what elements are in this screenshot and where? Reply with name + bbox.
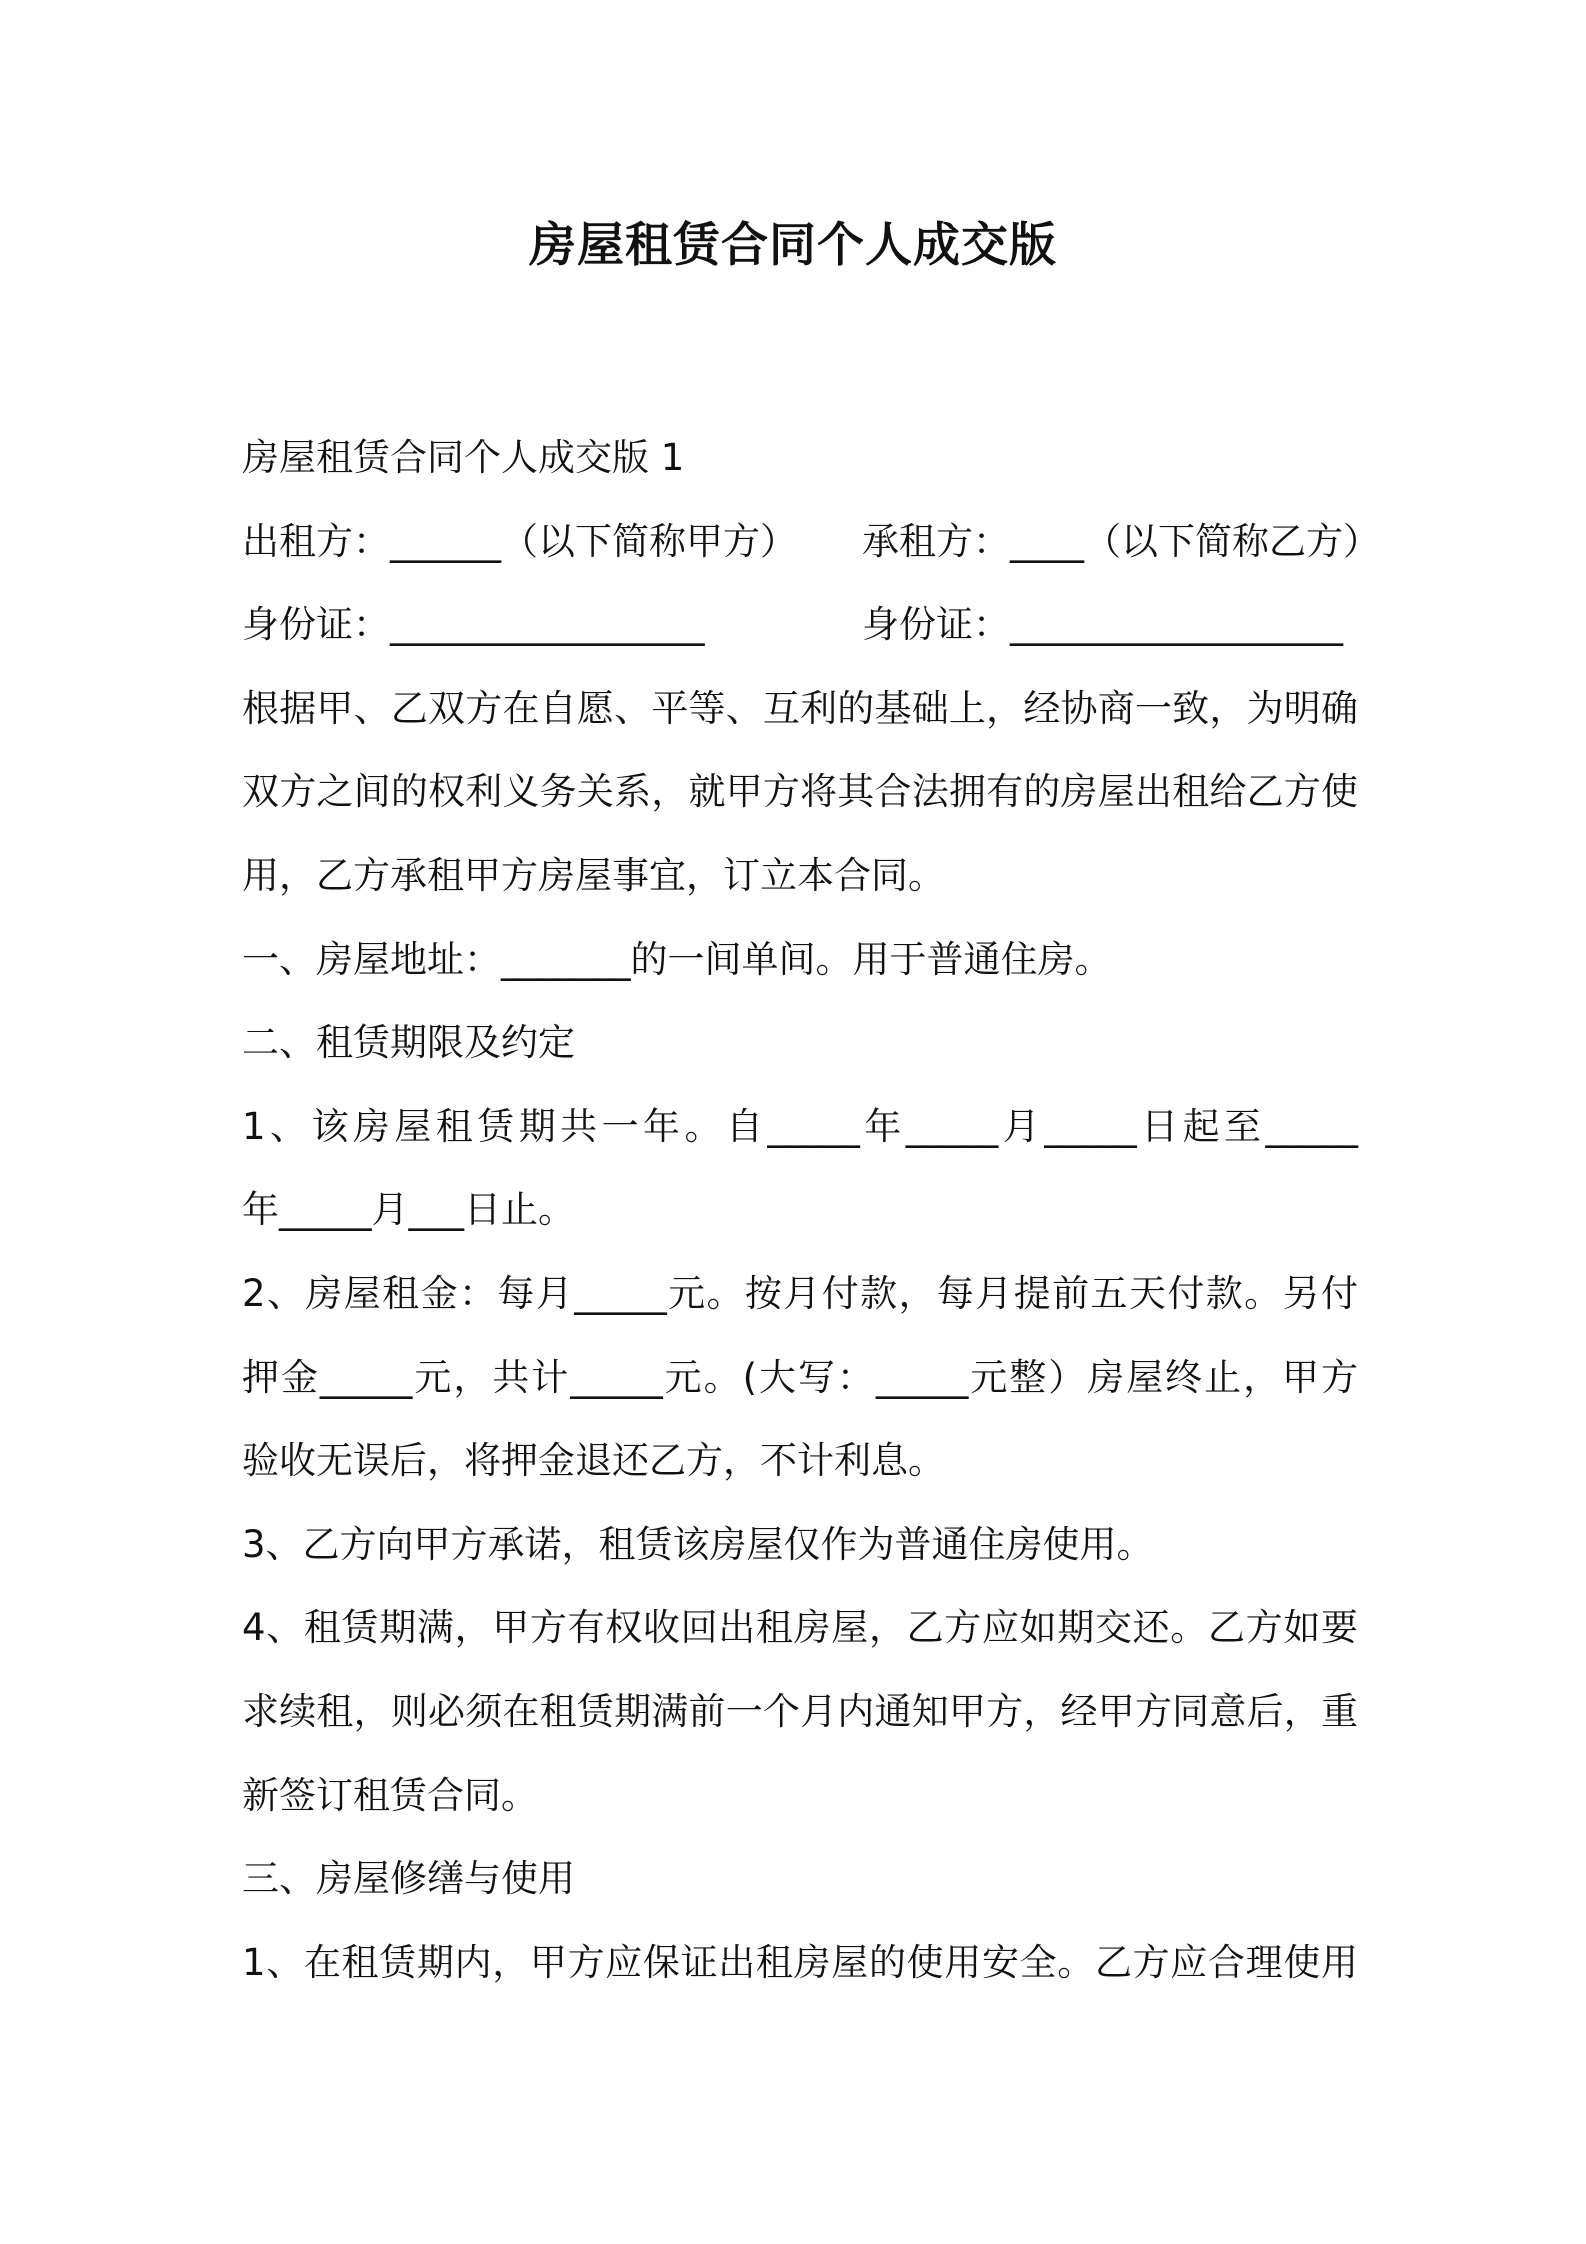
- paragraph-line: 1、在租赁期内，甲方应保证出租房屋的使用安全。乙方应合理使用: [242, 1940, 1358, 1984]
- parties-row: [242, 500, 1380, 584]
- paragraph-line: 4、租赁期满，甲方有权收回出租房屋，乙方应如期交还。乙方如要: [242, 1606, 1358, 1650]
- section-subtitle: 房屋租赁合同个人成交版 1: [242, 436, 685, 479]
- paragraph-line: 双方之间的权利义务关系，就甲方将其合法拥有的房屋出租给乙方使: [242, 770, 1358, 814]
- document-body: [242, 416, 1380, 2004]
- section-heading: 三、房屋修缮与使用: [242, 1857, 575, 1901]
- clause-address: 一、房屋地址：_______的一间单间。用于普通住房。: [242, 937, 1112, 981]
- lessor-field: 出租方：______（以下简称甲方）: [242, 519, 797, 563]
- paragraph-line: 2、房屋租金：每月_____元。按月付款，每月提前五天付款。另付: [242, 1271, 1358, 1315]
- paragraph-line: 求续租，则必须在租赁期满前一个月内通知甲方，经甲方同意后，重: [242, 1689, 1358, 1733]
- paragraph-line: 1、该房屋租赁期共一年。自_____年_____月_____日起至_____: [242, 1104, 1358, 1148]
- document-title: 房屋租赁合同个人成交版: [529, 218, 1057, 273]
- lessor-id-field: 身份证：_________________: [242, 603, 705, 647]
- id-row: [242, 583, 1358, 667]
- paragraph-line: 3、乙方向甲方承诺，租赁该房屋仅作为普通住房使用。: [242, 1522, 1154, 1566]
- paragraph-line: 年_____月___日止。: [242, 1188, 575, 1232]
- lessee-field: 承租方：____（以下简称乙方）: [862, 519, 1380, 563]
- paragraph-line: 用，乙方承租甲方房屋事宜，订立本合同。: [242, 853, 945, 897]
- paragraph-line: 押金_____元，共计_____元。(大写：_____元整）房屋终止，甲方: [242, 1355, 1358, 1399]
- paragraph-line: 根据甲、乙双方在自愿、平等、互利的基础上，经协商一致，为明确: [242, 686, 1358, 730]
- section-heading: 二、租赁期限及约定: [242, 1021, 575, 1065]
- lessee-id-field: 身份证：__________________: [862, 603, 1343, 647]
- paragraph-line: 新签订租赁合同。: [242, 1773, 538, 1817]
- paragraph-line: 验收无误后，将押金退还乙方，不计利息。: [242, 1439, 945, 1483]
